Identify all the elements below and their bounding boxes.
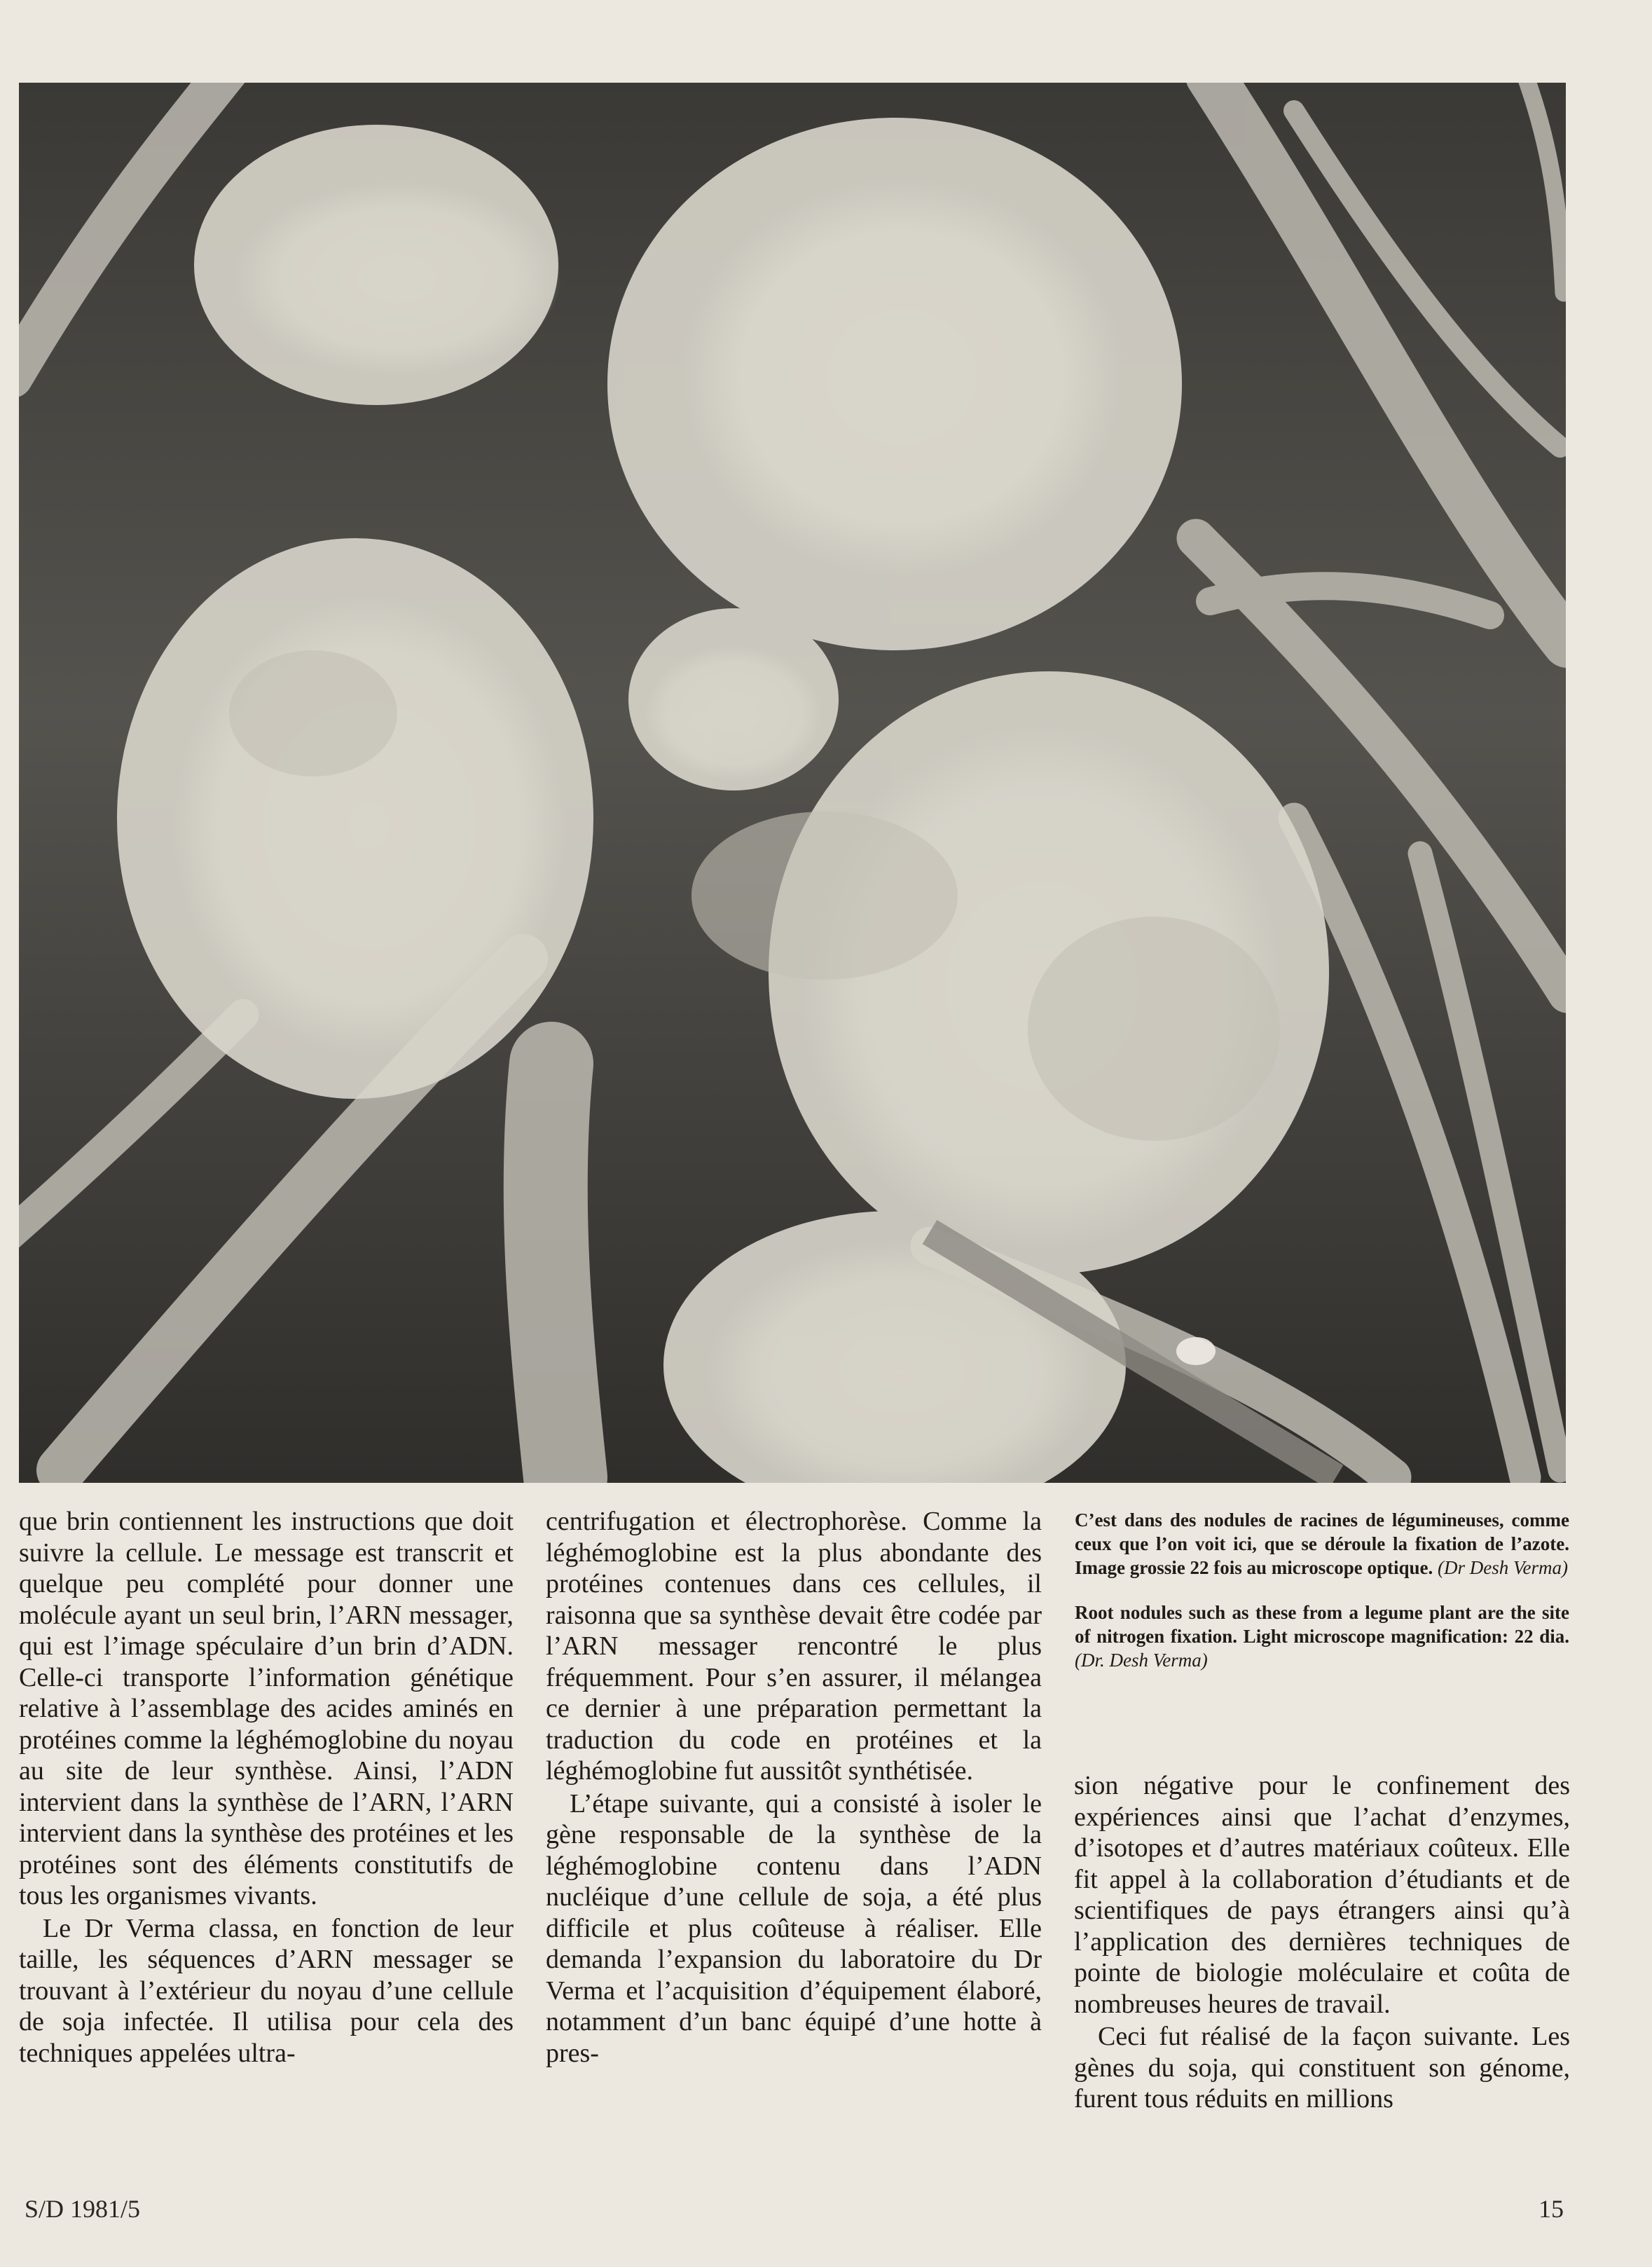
paragraph: Le Dr Verma classa, en fonction de leur taille, les séquences d’ARN messager se trouvant à l’extérieur du noyau d’une cellule de soja infectée. Il utilisa pour cela des techniques appelées ultra- [19, 1913, 514, 2068]
text-column-left [19, 1506, 514, 2069]
paragraph: sion négative pour le confinement des expériences ainsi que l’achat d’enzymes, d’isotopes et d’autres matériaux coûteux. Elle fit appel à la collaboration d’étudiants et de scientifiques de pays étrangers ainsi qu’à l’application des dernières techniques de pointe de biologie moléculaire et coûta de nombreuses heures de travail. [1074, 1771, 1570, 2019]
paragraph: Ceci fut réalisé de la façon suivante. Les gènes du soja, qui constituent son génome, furent tous réduits en millions [1074, 2022, 1570, 2114]
text-column-middle [546, 1506, 1042, 2069]
caption-english-text: Root nodules such as these from a legume plant are the site of nitrogen fixation. Light microscope magnification: 22 dia. [1075, 1602, 1569, 1647]
caption-french-credit: (Dr Desh Verma) [1437, 1557, 1568, 1578]
page-number: 15 [1539, 2195, 1564, 2223]
photo-caption [1075, 1508, 1569, 1672]
paragraph: que brin contiennent les instructions que doit suivre la cellule. Le message est transcrit et quelque peu complété pour donner une molécule ayant un seul brin, l’ARN messager, qui est l’image spéculaire d’un brin d’ADN. Celle-ci transporte l’information génétique relative à l’assemblage des acides aminés en protéines comme la léghémoglobine du noyau au site de leur synthèse. Ainsi, l’ADN intervient dans la synthèse de l’ARN, l’ARN intervient dans la synthèse des protéines et les protéines sont des éléments constitutifs de tous les organismes vivants. [19, 1507, 514, 1910]
caption-french [1075, 1508, 1569, 1580]
caption-french-text: C’est dans des nodules de racines de légumineuses, comme ceux que l’on voit ici, que se déroule la fixation de l’azote. Image grossie 22 fois au microscope optique. [1075, 1509, 1569, 1578]
caption-english-credit: (Dr. Desh Verma) [1075, 1650, 1208, 1671]
footer-issue: S/D 1981/5 [25, 2195, 141, 2223]
caption-english [1075, 1601, 1569, 1672]
paragraph: L’étape suivante, qui a consisté à isoler le gène responsable de la synthèse de la léghémoglobine contenu dans l’ADN nucléique d’une cellule de soja, a été plus difficile et plus coûteuse à réaliser. Elle demanda l’expansion du laboratoire du Dr Verma et l’acquisition d’équipement élaboré, notamment d’un banc équipé d’une hotte à pres- [546, 1788, 1042, 2068]
root-nodules-photo [19, 83, 1566, 1483]
paragraph: centrifugation et électrophorèse. Comme la léghémoglobine est la plus abondante des protéines contenues dans ces cellules, il raisonna que sa synthèse devait être codée par l’ARN messager rencontré le plus fréquemment. Pour s’en assurer, il mélangea ce dernier à une préparation permettant la traduction du code en protéines et la léghémoglobine fut aussitôt synthétisée. [546, 1507, 1042, 1786]
photo-illustration [19, 83, 1566, 1483]
text-column-right [1074, 1770, 1570, 2115]
